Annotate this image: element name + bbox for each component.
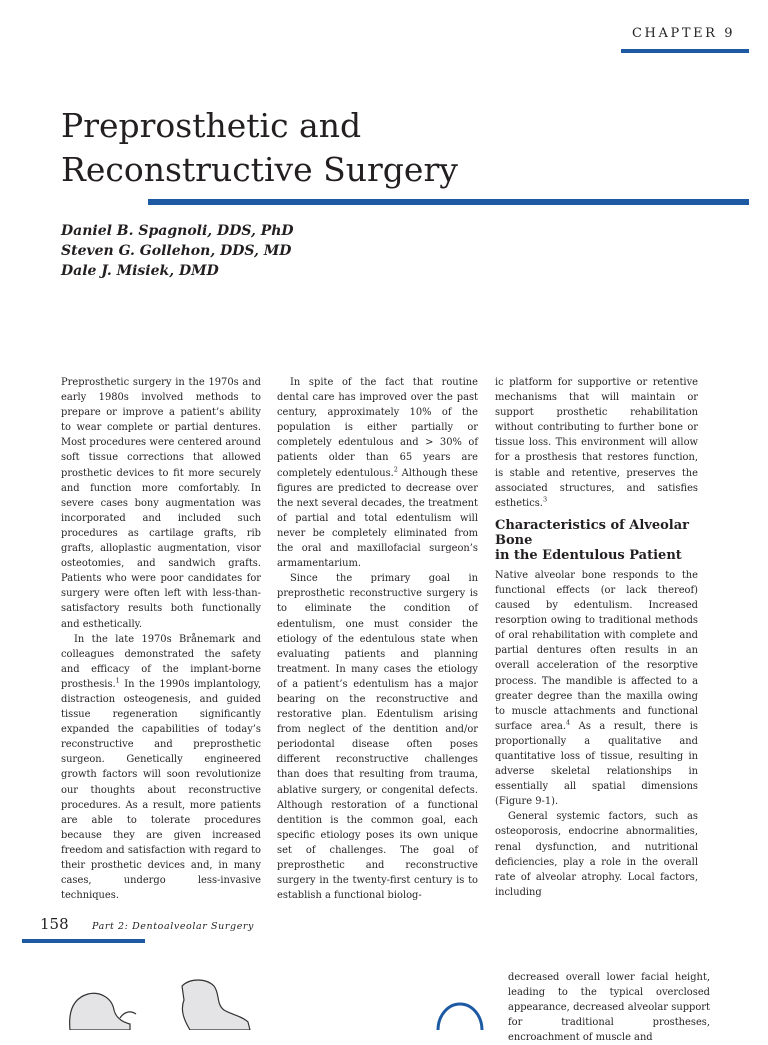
mandible-sketch-left xyxy=(70,993,130,1030)
paragraph xyxy=(495,568,698,810)
chapter-label: CHAPTER 9 xyxy=(632,26,736,41)
paragraph: Preprosthetic surgery in the 1970s and early 1980s involved methods to prepare or improve a patient’s ability to wear complete or partial dentures. Most procedures were centered around soft tissue corrections that allowed prosthetic devices to fit more securely and function more comfortably. In severe cases bony augmentation was incorporated and included such procedures as cartilage grafts, rib grafts, alloplastic augmentation, visor osteotomies, and sandwich grafts. Patients who were poor candidates for surgery were often left with less-than-satisfactory results both functionally and esthetically. xyxy=(61,377,261,630)
chapter-rule xyxy=(621,49,749,53)
body-column-1 xyxy=(61,375,261,903)
text-run: In the late 1970s Brånemark and colleagues demonstrated the safety and efficacy of the implant-borne prosthesis. xyxy=(61,633,261,690)
chapter-title-line: Preprosthetic and xyxy=(61,106,362,145)
author-list xyxy=(61,221,294,281)
footer-rule xyxy=(22,939,145,943)
text-run: Although these figures are predicted to decrease over the next several decades, the treatment of partial and total edentulism will never be completely eliminated from the oral and maxillofacial surgeon’s armamentarium. xyxy=(277,467,478,570)
bone-illustration xyxy=(60,970,500,1030)
text-run: As a result, there is proportionally a qualitative and quantitative loss of tissue, resulting in adverse skeletal relationships in essentially all spatial dimensions (Figure 9-1). xyxy=(495,720,698,808)
next-page-text xyxy=(508,970,710,1045)
callout-circle xyxy=(438,1004,482,1030)
paragraph xyxy=(61,632,261,904)
section-heading-line: Characteristics of Alveolar Bone xyxy=(495,517,690,548)
title-rule xyxy=(148,199,749,205)
reference-marker: 3 xyxy=(542,495,548,504)
paragraph: General systemic factors, such as osteoporosis, endocrine abnormalities, renal dysfunction, and nutritional deficiencies, play a role in the overall rate of alveolar atrophy. Local factors, including xyxy=(495,811,698,898)
paragraph xyxy=(277,375,478,571)
author: Steven G. Gollehon, DDS, MD xyxy=(61,243,292,259)
text-run: ic platform for supportive or retentive mechanisms that will maintain or support prosthetic rehabilitation without contributing to further bone or tissue loss. This environment will allow for a prosthesis that restores function, is stable and retentive, preserves the associated structures, and satisfies esthetics. xyxy=(495,377,698,509)
text-run: In spite of the fact that routine dental care has improved over the past century, approximately 10% of the population is either partially or completely edentulous and > 30% of patients older than 65 years are completely edentulous. xyxy=(277,377,478,479)
chapter-title-line: Reconstructive Surgery xyxy=(61,150,458,189)
ramus-sketch xyxy=(120,1012,136,1018)
text-run: In the 1990s implantology, distraction osteogenesis, and guided tissue regeneration significantly expanded the capabilities of today’s reconstructive and preprosthetic surgeon. Genetically engineered growth factors will soon revolutionize our thoughts about reconstructive procedures. As a result, more patients are able to tolerate procedures because they are given increased freedom and satisfaction with regard to their prosthetic devices and, in many cases, undergo less-invasive techniques. xyxy=(61,678,261,902)
author: Dale J. Misiek, DMD xyxy=(61,263,219,279)
running-head: Part 2: Dentoalveolar Surgery xyxy=(92,921,255,932)
paragraph: Since the primary goal in preprosthetic reconstructive surgery is to eliminate the condition of edentulism, one must consider the etiology of the edentulous state when evaluating patients and planning treatment. In many cases the etiology of a patient’s edentulism has a major bearing on the reconstructive and restorative plan. Edentulism arising from neglect of the dentition and/or periodontal disease often poses different reconstructive challenges than does that resulting from trauma, ablative surgery, or congenital defects. Although restoration of a functional dentition is the common goal, each specific etiology poses its own unique set of challenges. The goal of preprosthetic and reconstructive surgery in the twenty-first century is to establish a functional biolog- xyxy=(277,573,478,902)
body-column-2 xyxy=(277,375,478,903)
text-run: Native alveolar bone responds to the functional effects (or lack thereof) caused by edentulism. Increased resorption owing to traditional methods of oral rehabilitation with complete and partial dentures often results in an overall acceleration of the resorptive process. The mandible is affected to a greater degree than the maxilla owing to muscle attachments and functional surface area. xyxy=(495,569,698,732)
reference-marker: 2 xyxy=(393,465,398,474)
reference-marker: 4 xyxy=(566,718,571,727)
paragraph xyxy=(495,375,698,511)
body-column-3 xyxy=(495,375,698,900)
page-number: 158 xyxy=(40,915,69,933)
chapter-title xyxy=(61,104,458,192)
mandible-sketch-right xyxy=(182,980,250,1030)
author: Daniel B. Spagnoli, DDS, PhD xyxy=(61,223,294,239)
section-heading-line: in the Edentulous Patient xyxy=(495,547,682,563)
reference-marker: 1 xyxy=(115,676,120,685)
section-heading xyxy=(495,518,698,563)
paragraph: decreased overall lower facial height, leading to the typical overclosed appearance, decreased alveolar support for traditional prostheses, encroachment of muscle and xyxy=(508,972,710,1044)
